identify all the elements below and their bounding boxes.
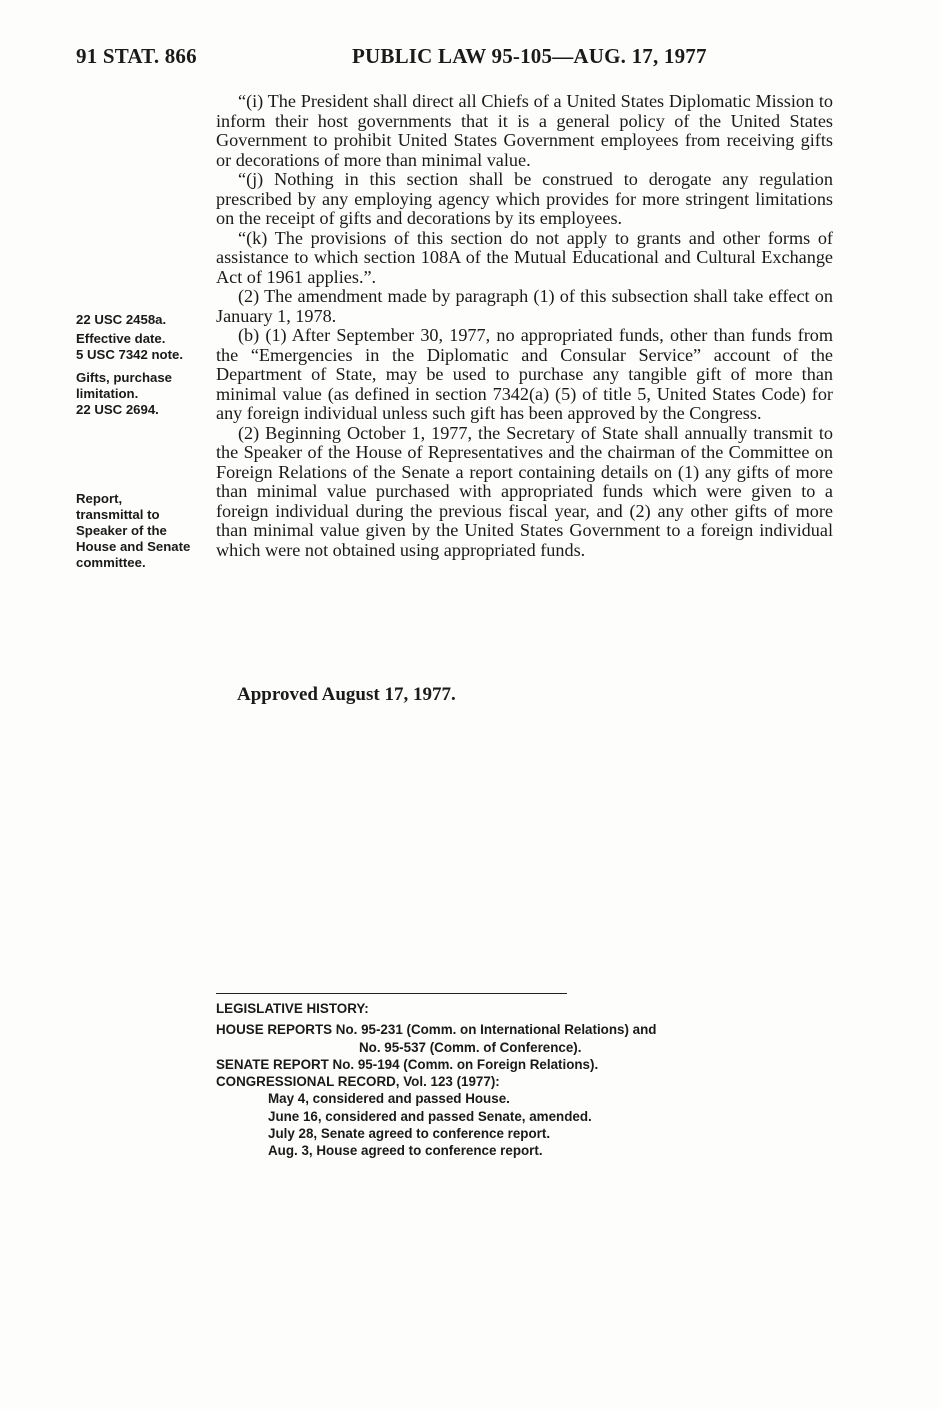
paragraph-k: “(k) The provisions of this section do not apply to grants and other forms of assistance to which section 108A of the Mutual Educational and Cultural Exchange Act of 1961 applies.”. [216, 227, 833, 287]
margin-note-report [76, 491, 190, 571]
history-event: June 16, considered and passed Senate, amended. [268, 1108, 592, 1124]
legislative-history-rule [216, 993, 567, 994]
margin-note-line: House and Senate [76, 539, 191, 554]
history-event: Aug. 3, House agreed to conference report. [268, 1143, 543, 1159]
paragraph-effective-date: (2) The amendment made by paragraph (1) of this subsection shall take effect on January 1, 1978. [216, 286, 833, 326]
margin-note-usc-2458a [76, 312, 166, 328]
margin-note-line: Effective date. [76, 331, 166, 346]
margin-note-line: transmittal to [76, 507, 160, 522]
margin-note-line: 5 USC 7342 note. [76, 347, 184, 362]
margin-note-line: Gifts, purchase [76, 370, 173, 385]
house-reports: HOUSE REPORTS No. 95-231 (Comm. on International Relations) and [216, 1022, 657, 1038]
paragraph-report: (2) Beginning October 1, 1977, the Secretary of State shall annually transmit to the Speaker of the House of Representatives and the chairman of the Committee on Foreign Relations of the Senate a report containing details on (1) any gifts of more than minimal value purchased with appropriated funds which were given to a foreign individual during the previous fiscal year, and (2) any other gifts of more than minimal value given by the United States Government to a foreign individual which were not obtained using appropriated funds. [216, 422, 833, 560]
legislative-history-title: LEGISLATIVE HISTORY: [216, 1001, 369, 1016]
history-event: July 28, Senate agreed to conference report. [268, 1126, 551, 1142]
running-header: PUBLIC LAW 95-105—AUG. 17, 1977 [352, 44, 707, 68]
paragraph-gifts-purchase: (b) (1) After September 30, 1977, no appropriated funds, other than funds from the “Emergencies in the Diplomatic and Consular Service” account of the Department of State, may be used to purchase any tangible gift of more than minimal value (as defined in section 7342(a) (5) of title 5, United States Code) for any foreign individual unless such gift has been approved by the Congress. [216, 325, 833, 423]
page-reference: 91 STAT. 866 [76, 44, 197, 68]
margin-note-gifts-purchase [76, 370, 172, 418]
paragraph-j: “(j) Nothing in this section shall be construed to derogate any regulation prescribed by any employing agency which provides for more stringent limitations on the receipt of gifts and decorations by its employees. [216, 169, 833, 228]
approval-date: Approved August 17, 1977. [237, 684, 456, 705]
senate-report: SENATE REPORT No. 95-194 (Comm. on Foreign Relations). [216, 1056, 599, 1072]
margin-note-line: 22 USC 2458a. [76, 312, 167, 327]
history-event: May 4, considered and passed House. [268, 1091, 510, 1107]
house-reports-continued: No. 95-537 (Comm. of Conference). [359, 1039, 582, 1055]
paragraph-i: “(i) The President shall direct all Chiefs of a United States Diplomatic Mission to inform their host governments that it is a general policy of the United States Government to prohibit United States Government employees from receiving gifts or decorations of more than minimal value. [216, 91, 833, 170]
margin-note-line: committee. [76, 555, 146, 570]
margin-note-line: 22 USC 2694. [76, 402, 159, 417]
margin-note-effective-date [76, 331, 183, 363]
legislative-history [216, 1000, 656, 1160]
congressional-record: CONGRESSIONAL RECORD, Vol. 123 (1977): [216, 1074, 500, 1090]
margin-note-line: limitation. [76, 386, 139, 401]
margin-note-line: Report, [76, 491, 123, 506]
margin-note-line: Speaker of the [76, 523, 167, 538]
body-text [216, 92, 833, 560]
